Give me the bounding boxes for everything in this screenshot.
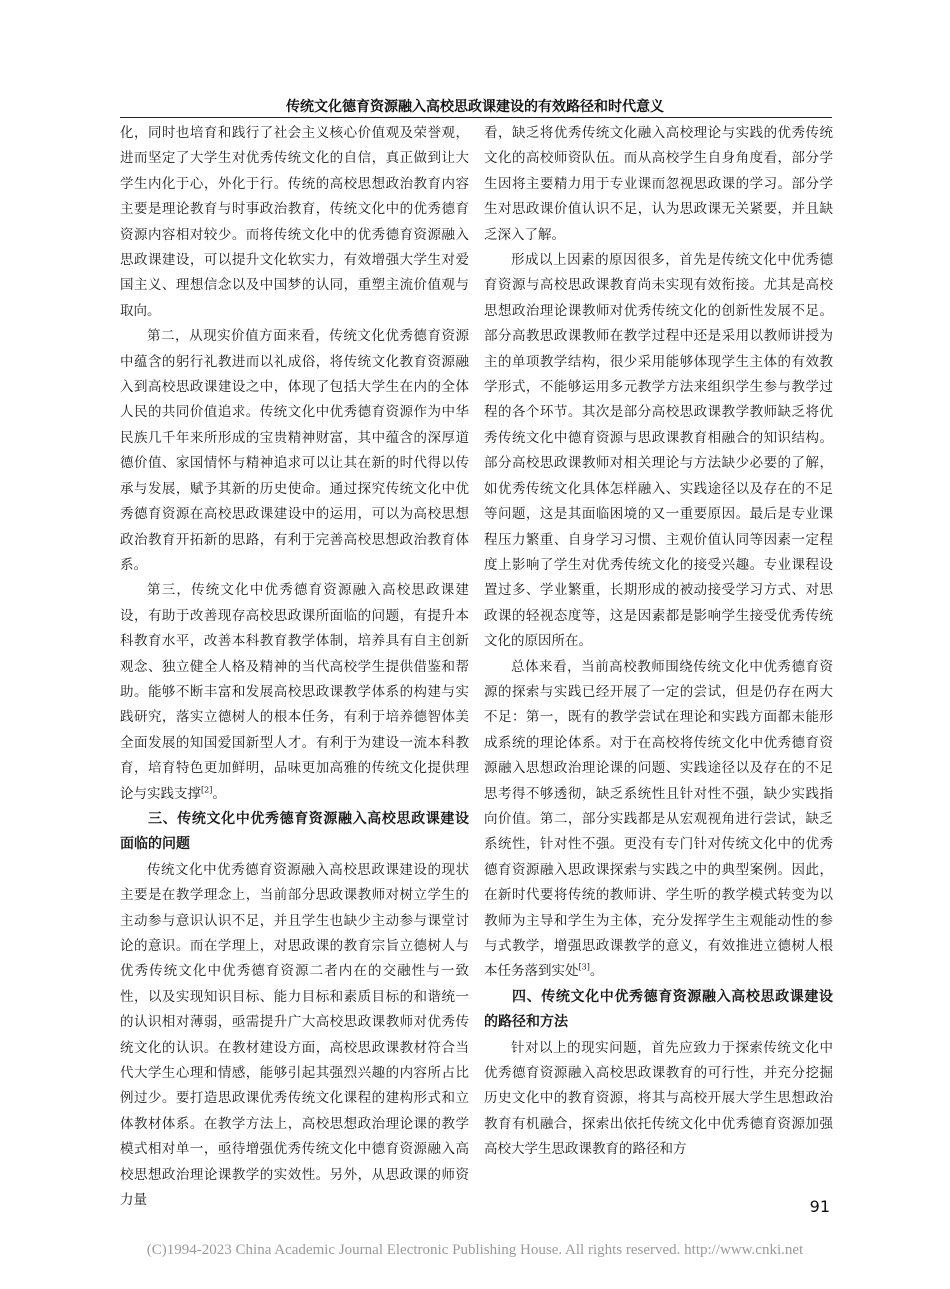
running-title: 传统文化德育资源融入高校思政课建设的有效路径和时代意义 xyxy=(286,99,664,115)
body-paragraph xyxy=(120,121,469,324)
paragraph-text: 针对以上的现实问题，首先应致力于探索传统文化中优秀德育资源融入高校思政课教育的可行性，并充分挖掘历史文化中的教育资源，将其与高校开展大学生思想政治教育有机融合，探索出依托传统文化中优秀德育资源加强高校大学生思政课教育的路径和方 xyxy=(484,1039,833,1158)
paragraph-text: 传统文化中优秀德育资源融入高校思政课建设的现状主要是在教学理念上，当前部分思政课教师对树立学生的主动参与意识认识不足，并且学生也缺少主动参与课堂讨论的意识。而在学理上，对思政课的教育宗旨立德树人与优秀传统文化中优秀德育资源二者内在的交融性与一致性，以及实现知识目标、能力目标和素质目标的和谐统一的认识相对薄弱，亟需提升广大高校思政课教师对优秀传统文化的认识。在教材建设方面，高校思政课教材符合当代大学生心理和情感，能够引起其强烈兴趣的内容所占比例过少。要打造思政课优秀传统文化课程的建构形式和立体教材体系。在教学方法上，高校思想政治理论课的教学模式相对单一，亟待增强优秀传统文化中德育资源融入高校思想政治理论课教学的实效性。另外，从思政课的师资力量 xyxy=(120,861,469,1209)
paragraph-text: 总体来看，当前高校教师围绕传统文化中优秀德育资源的探索与实践已经开展了一定的尝试，但是仍存在两大不足：第一，既有的教学尝试在理论和实践方面都未能形成系统的理论体系。对于在高校将传统文化中优秀德育资源融入思想政治理论课的问题、实践途径以及存在的不足思考得不够透彻，缺乏系统性且针对性不强，缺少实践指向价值。第二，部分实践都是从宏观视角进行尝试，缺乏系统性，针对性不强。更没有专门针对传统文化中的优秀德育资源融入思政课探索与实践之中的典型案例。因此，在新时代要将传统的教师讲、学生听的教学模式转变为以教师为主导和学生为主体，充分发挥学生主观能动性的参与式教学，增强思政课教学的意义，有效推进立德树人根本任务落到实处 xyxy=(484,658,833,980)
body-paragraph xyxy=(484,248,833,655)
footer-copyright: (C)1994-2023 China Academic Journal Electronic Publishing House. All rights reserved. http://www.cnki.net xyxy=(146,1242,804,1258)
body-paragraph xyxy=(120,858,469,1214)
paragraph-text: 第三，传统文化中优秀德育资源融入高校思政课建设，有助于改善现存高校思政课所面临的问题，有提升本科教育水平，改善本科教育教学体制，培养具有自主创新观念、独立健全人格及精神的当代高校学生提供借鉴和帮助。能够不断丰富和发展高校思政课教学体系的构建与实践研究，落实立德树人的根本任务，有利于培养德智体美全面发展的知国爱国新型人才。有利于为建设一流本科教育，培育特色更加鲜明，品味更加高雅的传统文化提供理论与实践支撑 xyxy=(120,582,469,802)
paragraph-tail: 。 xyxy=(212,785,226,802)
page-number: 91 xyxy=(809,1197,830,1216)
body-paragraph xyxy=(484,121,833,248)
paragraph-text: 看，缺乏将优秀传统文化融入高校理论与实践的优秀传统文化的高校师资队伍。而从高校学生自身角度看，部分学生因将主要精力用于专业课而忽视思政课的学习。部分学生对思政课价值认识不足，认为思政课无关紧要，并且缺乏深入了解。 xyxy=(484,125,833,243)
paragraph-tail: 。 xyxy=(589,963,604,980)
right-column xyxy=(484,121,833,1163)
citation-marker: [3] xyxy=(578,962,590,972)
paragraph-text: 化，同时也培育和践行了社会主义核心价值观及荣誉观，进而坚定了大学生对优秀传统文化的自信，真正做到让大学生内化于心，外化于行。传统的高校思想政治教育内容主要是理论教育与时事政治教育，传统文化中的优秀德育资源内容相对较少。而将传统文化中的优秀德育资源融入思政课建设，可以提升文化软实力，有效增强大学生对爱国主义、理想信念以及中国梦的认同，重塑主流价值观与取向。 xyxy=(120,125,469,319)
section-heading xyxy=(120,807,469,858)
paragraph-text: 第二，从现实价值方面来看，传统文化优秀德育资源中蕴含的躬行礼教进而以礼成俗，将传统文化教育资源融入到高校思政课建设之中，体现了包括大学生在内的全体人民的共同价值追求。传统文化中优秀德育资源作为中华民族几千年来所形成的宝贵精神财富，其中蕴含的深厚道德价值、家国情怀与精神追求可以让其在新的时代得以传承与发展，赋予其新的历史使命。通过探究传统文化中优秀德育资源在高校思政课建设中的运用，可以为高校思想政治教育开拓新的思路，有利于完善高校思想政治教育体系。 xyxy=(120,328,469,573)
body-paragraph xyxy=(484,1036,833,1163)
paragraph-text: 形成以上因素的原因很多，首先是传统文化中优秀德育资源与高校思政课教育尚未实现有效衔接。尤其是高校思想政治理论课教师对优秀传统文化的创新性发展不足。部分高教思政课教师在教学过程中还是采用以教师讲授为主的单项教学结构，很少采用能够体现学生主体的有效教学形式，不能够运用多元教学方法来组织学生参与教学过程的各个环节。其次是部分高校思政课教学教师缺乏将优秀传统文化中德育资源与思政课教育相融合的知识结构。部分高校思政课教师对相关理论与方法缺少必要的了解，如优秀传统文化具体怎样融入、实践途径以及存在的不足等问题，这是其面临困境的又一重要原因。最后是专业课程压力繁重、自身学习习惯、主观价值认同等因素一定程度上影响了学生对优秀传统文化的接受兴趣。专业课程设置过多、学业繁重，长期形成的被动接受学习方式、对思政课的轻视态度等，这是因素都是影响学生接受优秀传统文化的原因所在。 xyxy=(484,252,833,650)
left-column xyxy=(120,121,469,1213)
header-rule xyxy=(120,117,832,118)
body-paragraph xyxy=(484,655,833,985)
paragraph-text: 三、传统文化中优秀德育资源融入高校思政课建设面临的问题 xyxy=(120,810,469,853)
body-paragraph xyxy=(120,578,469,807)
paragraph-text: 四、传统文化中优秀德育资源融入高校思政课建设的路径和方法 xyxy=(484,988,833,1031)
body-paragraph xyxy=(120,324,469,578)
citation-marker: [2] xyxy=(201,785,213,795)
section-heading xyxy=(484,985,833,1036)
